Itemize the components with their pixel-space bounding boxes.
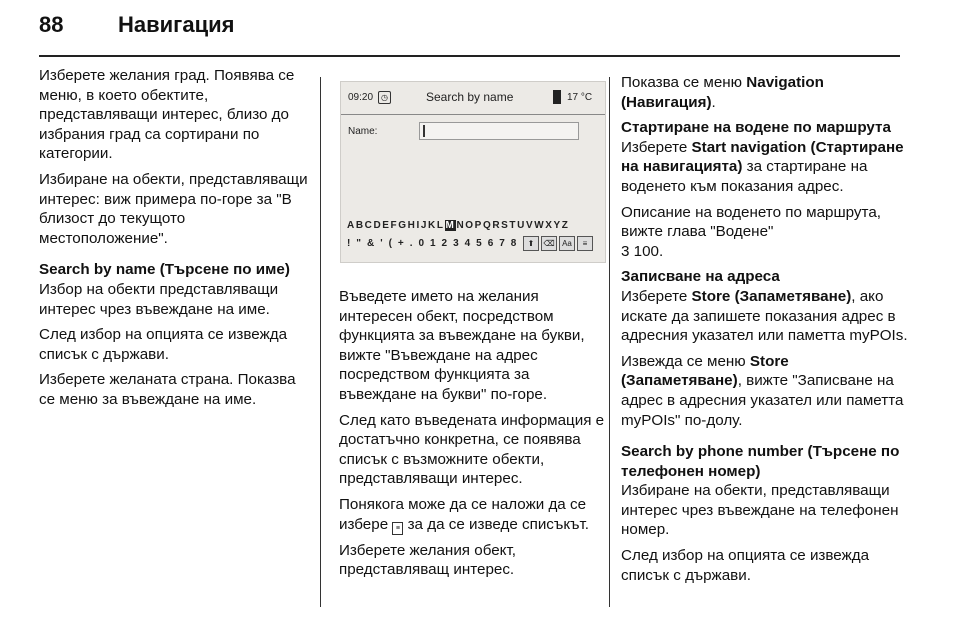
text-fragment: Показва се меню xyxy=(621,74,747,91)
page-number: 88 xyxy=(39,12,64,37)
paragraph xyxy=(621,73,911,112)
list-icon: ≡ xyxy=(392,522,403,535)
paragraph xyxy=(621,287,911,346)
menu-option: Store (Запаметяване) xyxy=(691,287,852,305)
letter-keys-row[interactable] xyxy=(347,220,570,231)
page-reference: 3 100. xyxy=(621,242,664,260)
screen-status-bar xyxy=(341,82,605,115)
name-input[interactable] xyxy=(419,122,579,140)
text-cursor xyxy=(423,125,425,137)
column-divider-1 xyxy=(320,77,321,607)
letter-key-selected[interactable]: M xyxy=(445,220,456,231)
section-heading-search-by-name: Search by name (Търсене по име) xyxy=(39,261,290,279)
header-rule xyxy=(39,55,900,57)
paragraph xyxy=(621,138,911,197)
text-fragment: Понякога може да се наложи да се избере xyxy=(339,495,587,533)
delete-icon[interactable]: ⌫ xyxy=(541,236,557,251)
menu-option: Store (Запаметяване) xyxy=(621,352,789,390)
text-fragment: , ако искате да запишете показания адрес в адресния указател или паметта myPOIs. xyxy=(621,287,908,345)
paragraph: Избиране на обекти, представляващи интерес: виж примера по-горе за "В близост до текущото местоположение". xyxy=(39,170,308,247)
paragraph: След като въведената информация е достатъчно конкретна, се появява списък с възможните обекти, представляващи интерес. xyxy=(339,411,605,488)
paragraph: След избор на опцията се извежда списък с държави. xyxy=(39,326,288,363)
paragraph xyxy=(621,352,911,430)
letter-keys-a-l[interactable]: ABCDEFGHIJKL xyxy=(347,220,445,231)
letter-keys-n-z[interactable]: NOPQRSTUVWXYZ xyxy=(456,220,570,231)
name-label: Name: xyxy=(348,126,378,137)
section-heading-store-address: Записване на адреса xyxy=(621,268,780,286)
text-fragment: , вижте "Записване на адрес в адресния указател или паметта myPOIs" по-долу. xyxy=(621,372,904,429)
column-divider-2 xyxy=(609,77,610,607)
paragraph: Изберете желания обект, представляващ интерес. xyxy=(339,541,516,579)
paragraph: Изберете желаната страна. Показва се меню за въвеждане на име. xyxy=(39,371,296,408)
text-fragment: Описание на воденето по маршрута, вижте глава "Водене" xyxy=(621,203,881,241)
screen-time: 09:20 xyxy=(348,92,374,103)
section-heading-search-by-phone: Search by phone number (Търсене по телефонен номер) xyxy=(621,443,900,480)
text-fragment: Изберете xyxy=(621,138,692,156)
paragraph xyxy=(621,203,911,262)
shift-up-icon[interactable]: ⬆ xyxy=(523,236,539,251)
case-toggle-button[interactable]: Aa xyxy=(559,236,575,251)
text-fragment: . xyxy=(711,93,716,111)
paragraph: Изберете желания град. Появява се меню, в което обектите, представляващи интерес, близо до избрания град са сортирани по категории. xyxy=(39,67,295,163)
column-1 xyxy=(39,66,309,416)
paragraph: Въведете името на желания интересен обект, посредством функцията за въвеждане на букви, вижте "Въвеждане на адрес посредством функцията за въвеждане на букви" по-горе. xyxy=(339,288,585,403)
text-fragment: за да се изведе списъкът. xyxy=(403,515,590,533)
screen-title: Search by name xyxy=(426,90,514,104)
text-fragment: за стартиране на воденето към показания адрес. xyxy=(621,158,868,195)
column-3 xyxy=(621,73,911,591)
thermometer-icon xyxy=(553,90,561,104)
text-fragment: Изберете xyxy=(621,287,692,305)
paragraph: След избор на опцията се извежда списък с държави. xyxy=(621,547,870,584)
symbol-keys-row[interactable]: ! " & ' ( + . 0 1 2 3 4 5 6 7 8 xyxy=(347,238,518,249)
paragraph xyxy=(339,495,607,535)
column-2 xyxy=(339,287,607,586)
page-title: Навигация xyxy=(118,12,235,37)
section-heading-start-guidance: Стартиране на водене по маршрута xyxy=(621,119,891,137)
list-icon[interactable]: ≡ xyxy=(577,236,593,251)
menu-option: Start navigation (Стартиране на навигацията) xyxy=(621,138,904,176)
screen-temperature: 17 °C xyxy=(567,92,593,103)
text-fragment: Извежда се меню xyxy=(621,352,750,370)
menu-name: Navigation (Навигация) xyxy=(621,74,824,111)
paragraph: Избор на обекти представляващи интерес чрез въвеждане на име. xyxy=(39,280,279,318)
search-by-name-screen xyxy=(340,81,606,263)
clock-icon: ◷ xyxy=(378,91,391,104)
paragraph: Избиране на обекти, представляващи интерес чрез въвеждане на телефонен номер. xyxy=(621,482,899,539)
